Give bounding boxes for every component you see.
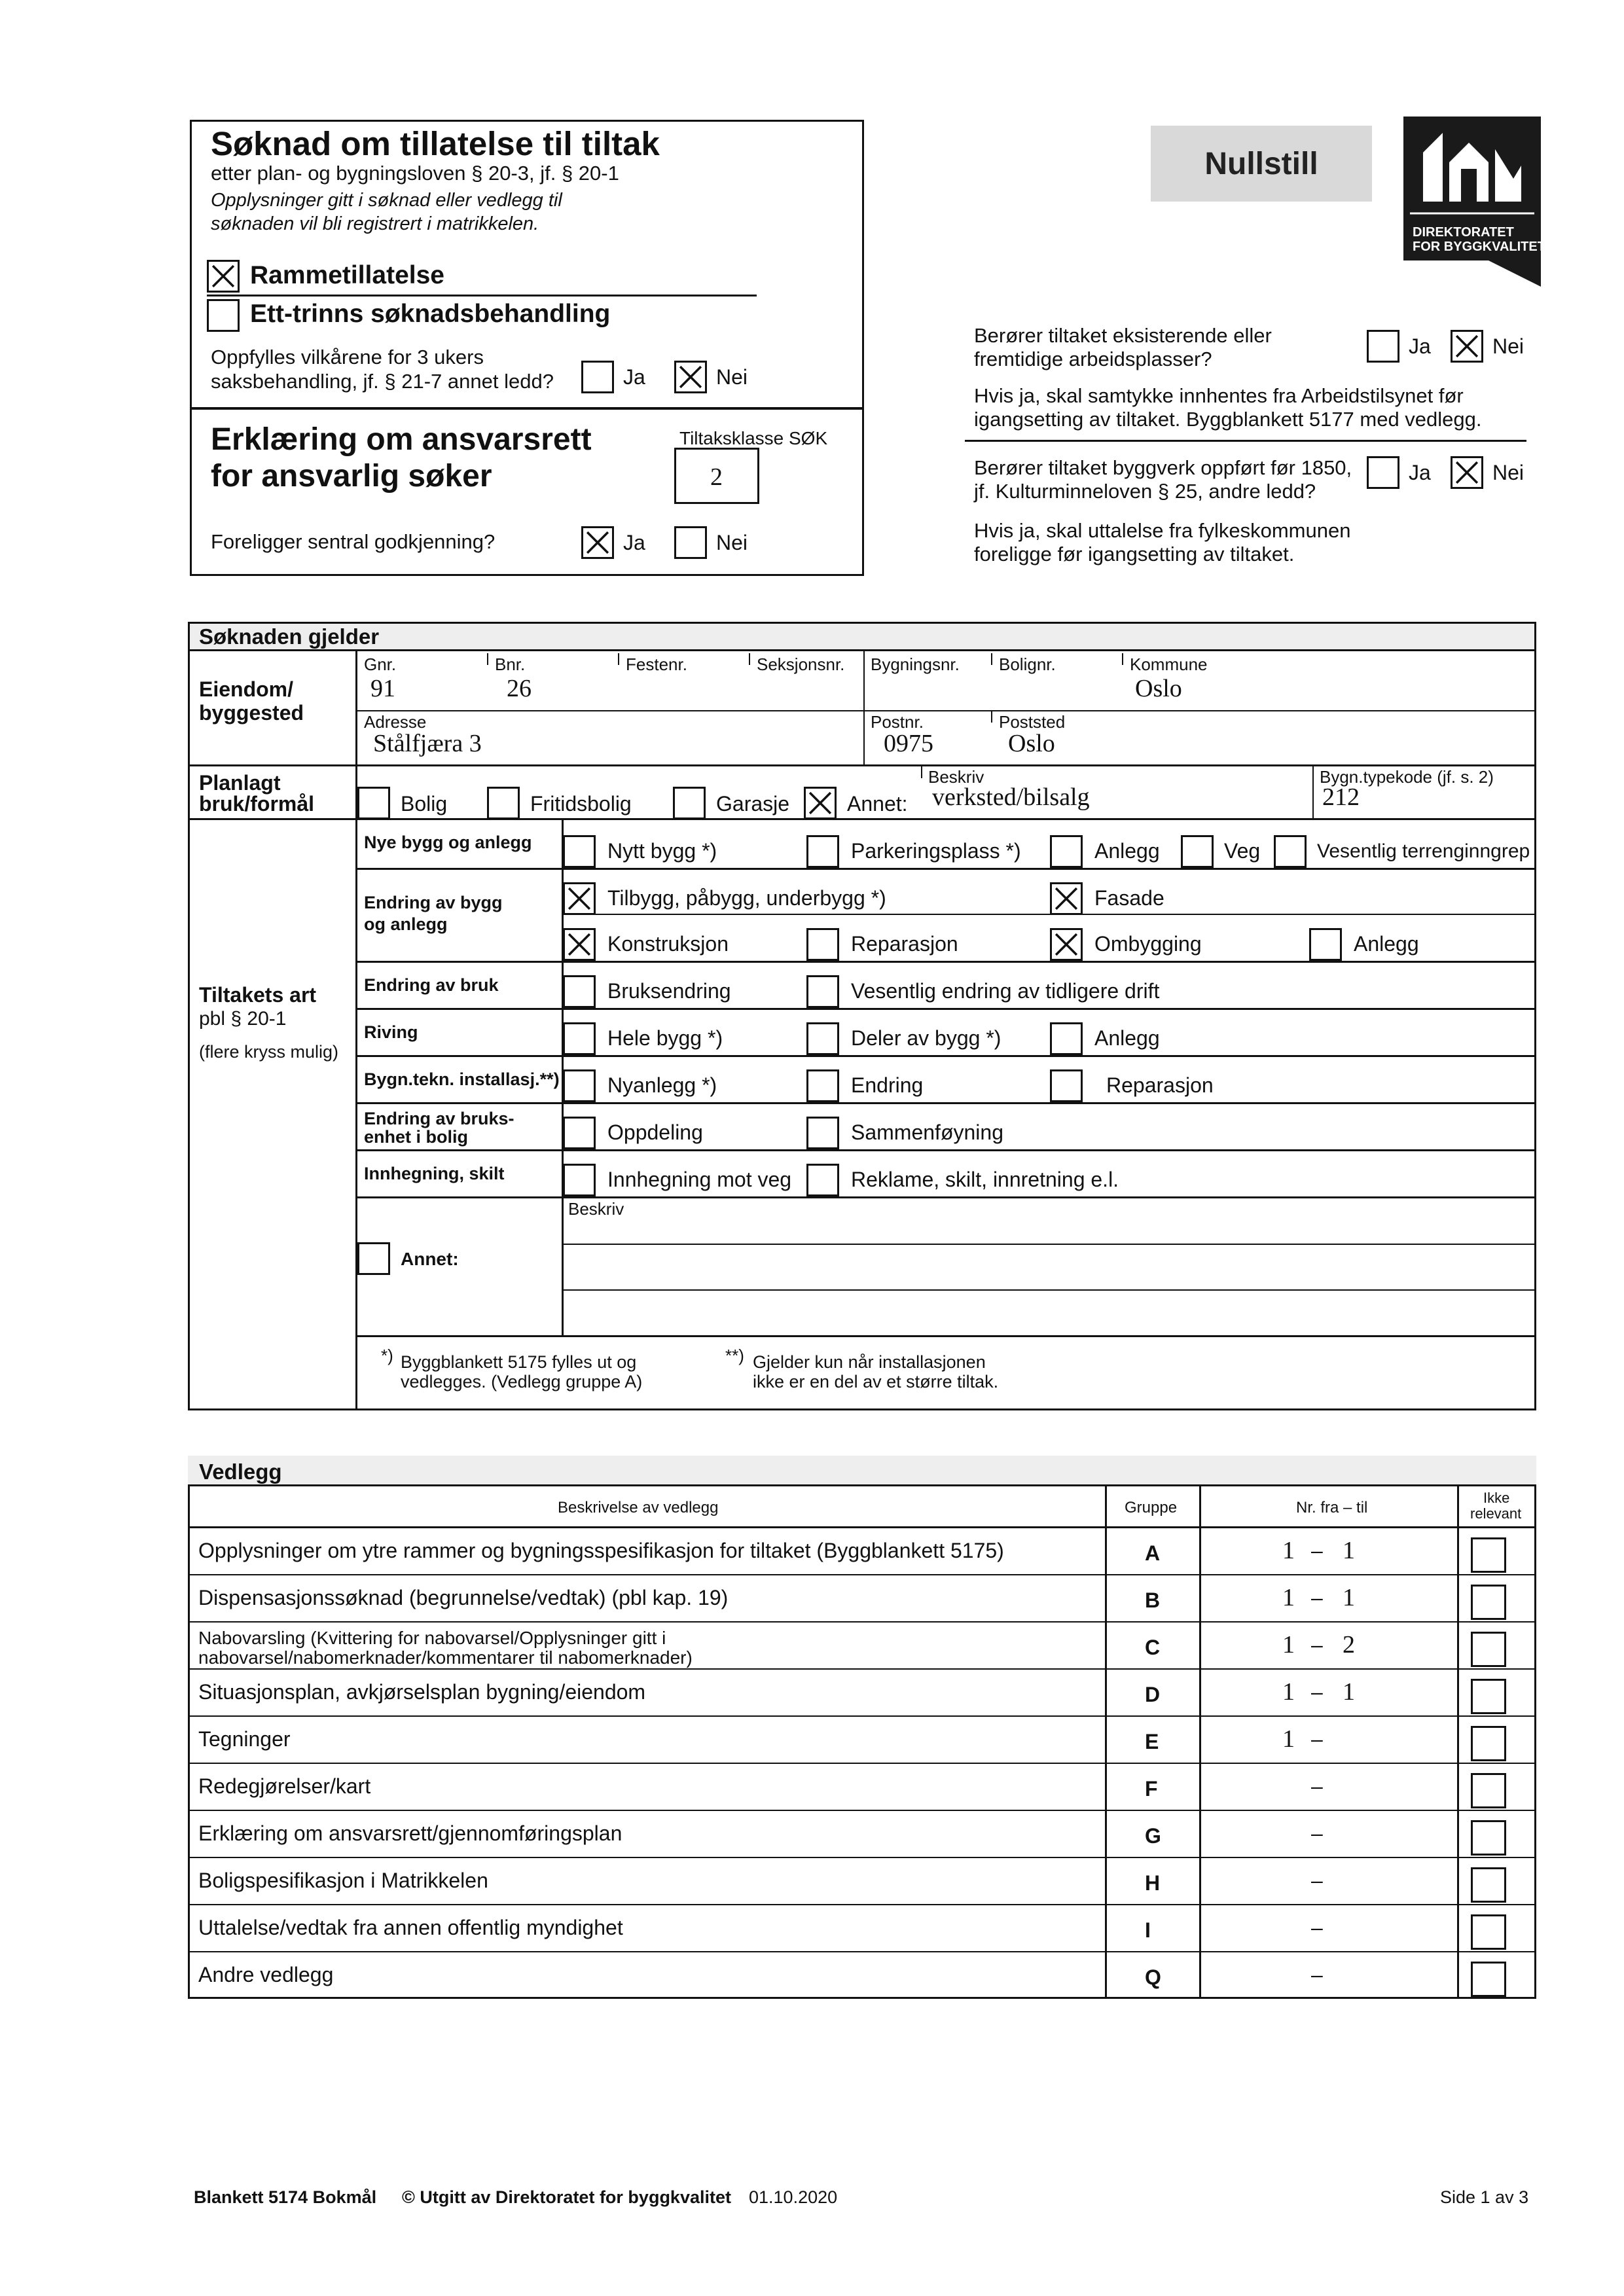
check-x-icon xyxy=(565,930,594,959)
vedlegg-gruppe: Q xyxy=(1145,1965,1161,1989)
vedlegg-nr-dash: – xyxy=(1311,1586,1323,1609)
bnr-label: Bnr. xyxy=(495,655,526,674)
tilbygg-label: Tilbygg, påbygg, underbygg *) xyxy=(607,886,886,910)
konstruksjon-label: Konstruksjon xyxy=(607,932,729,956)
arbeidsplasser-ja-label: Ja xyxy=(1409,334,1431,358)
erklaring-title-line2: for ansvarlig søker xyxy=(211,459,492,493)
endring-tekn-checkbox[interactable] xyxy=(806,1069,839,1102)
kulturminne-ja-label: Ja xyxy=(1409,461,1431,484)
anlegg-nye-label: Anlegg xyxy=(1094,839,1160,863)
erklaring-title-line1: Erklæring om ansvarsrett xyxy=(211,422,592,457)
footer-date: 01.10.2020 xyxy=(749,2187,838,2207)
check-x-icon xyxy=(806,789,835,817)
vedlegg-description: Redegjørelser/kart xyxy=(198,1774,371,1798)
sammenfoyning-checkbox[interactable] xyxy=(806,1117,839,1149)
anlegg-riving-label: Anlegg xyxy=(1094,1026,1160,1050)
annet-bruk-label: Annet: xyxy=(847,792,908,816)
vedlegg-nr-fra[interactable]: 1 xyxy=(1282,1631,1295,1659)
vesentlig-terreng-checkbox[interactable] xyxy=(1274,835,1307,868)
vedlegg-gruppe: C xyxy=(1145,1636,1161,1659)
vilkar-ja-label: Ja xyxy=(623,365,645,389)
rammetillatelse-label: Rammetillatelse xyxy=(250,261,444,289)
kulturminne-nei-checkbox[interactable] xyxy=(1451,456,1483,489)
logo-text-line2: FOR BYGGKVALITET xyxy=(1413,240,1545,254)
check-x-icon xyxy=(1453,332,1481,361)
vedlegg-header-band xyxy=(188,1456,1536,1486)
sentral-nei-label: Nei xyxy=(716,531,748,554)
bruksendring-checkbox[interactable] xyxy=(563,975,596,1008)
vedlegg-gruppe: A xyxy=(1145,1541,1161,1565)
arbeidstilsynet-info-line2: igangsetting av tiltaket. Byggblankett 5177 med vedlegg. xyxy=(974,408,1482,431)
vedlegg-section-title: Vedlegg xyxy=(199,1460,282,1484)
planlagt-label-line1: Planlagt xyxy=(199,771,281,795)
arbeidsplasser-nei-checkbox[interactable] xyxy=(1451,330,1483,363)
vedlegg-description: Tegninger xyxy=(198,1727,291,1751)
kulturminne-nei-label: Nei xyxy=(1492,461,1525,484)
vilkar-ja-checkbox[interactable] xyxy=(581,361,614,393)
vedlegg-nr-dash: – xyxy=(1311,1869,1323,1892)
col-ikke-line1: Ikke xyxy=(1483,1490,1510,1506)
vedlegg-description: Erklæring om ansvarsrett/gjennomføringsplan xyxy=(198,1821,623,1845)
vedlegg-row xyxy=(188,1528,1536,1575)
col-beskrivelse: Beskrivelse av vedlegg xyxy=(558,1499,719,1516)
fylkeskommune-info-line2: foreligge før igangsetting av tiltaket. xyxy=(974,543,1295,565)
postnr-label: Postnr. xyxy=(871,712,924,732)
vedlegg-description: Andre vedlegg xyxy=(198,1963,334,1986)
footnote1-star: *) xyxy=(381,1346,393,1365)
vedlegg-gruppe: B xyxy=(1145,1588,1161,1612)
arbeidsplasser-nei-label: Nei xyxy=(1492,334,1525,358)
vedlegg-row xyxy=(188,1717,1536,1764)
deler-av-bygg-label: Deler av bygg *) xyxy=(851,1026,1001,1050)
row-endring-bygg-line2: og anlegg xyxy=(364,914,448,934)
vedlegg-description: Nabovarsling (Kvittering for nabovarsel/Opplysninger gitt i xyxy=(198,1628,666,1648)
vedlegg-description: Uttalelse/vedtak fra annen offentlig myndighet xyxy=(198,1916,623,1939)
soknaden-section-title: Søknaden gjelder xyxy=(199,624,380,649)
poststed-value[interactable]: Oslo xyxy=(1008,730,1055,757)
ikke-relevant-checkbox[interactable] xyxy=(1471,1867,1506,1903)
postnr-value[interactable]: 0975 xyxy=(884,730,933,757)
vedlegg-row xyxy=(188,1764,1536,1811)
arbeidstilsynet-info-line1: Hvis ja, skal samtykke innhentes fra Arbeidstilsynet før xyxy=(974,384,1464,407)
annet-bruk-checkbox[interactable] xyxy=(804,787,837,819)
bolignr-label: Bolignr. xyxy=(999,655,1056,674)
row-endring-bygg-line1: Endring av bygg xyxy=(364,893,503,912)
reparasjon-endring-label: Reparasjon xyxy=(851,932,958,956)
typekode-value[interactable]: 212 xyxy=(1322,783,1360,811)
vedlegg-gruppe: F xyxy=(1145,1777,1158,1801)
row-bruksenhet-line1: Endring av bruks- xyxy=(364,1109,514,1128)
arbeidsplasser-ja-checkbox[interactable] xyxy=(1367,330,1399,363)
parkeringsplass-checkbox[interactable] xyxy=(806,835,839,868)
arbeidsplasser-question-line2: fremtidige arbeidsplasser? xyxy=(974,348,1212,370)
vedlegg-row xyxy=(188,1670,1536,1717)
vesentlig-endring-checkbox[interactable] xyxy=(806,975,839,1008)
arbeidsplasser-question-line1: Berører tiltaket eksisterende eller xyxy=(974,324,1272,347)
garasje-label: Garasje xyxy=(716,792,790,816)
vedlegg-description: Situasjonsplan, avkjørselsplan bygning/eiendom xyxy=(198,1680,646,1704)
col-ikke-line2: relevant xyxy=(1470,1505,1522,1522)
garasje-checkbox[interactable] xyxy=(673,787,706,819)
vedlegg-nr-dash: – xyxy=(1311,1680,1323,1704)
typekode-label: Bygn.typekode (jf. s. 2) xyxy=(1320,767,1494,787)
bolig-checkbox[interactable] xyxy=(357,787,390,819)
row-riving: Riving xyxy=(364,1022,418,1042)
tiltaksklasse-value: 2 xyxy=(710,463,723,491)
sentral-ja-label: Ja xyxy=(623,531,645,554)
form-subtitle: etter plan- og bygningsloven § 20-3, jf. § 20-1 xyxy=(211,162,619,185)
vedlegg-row xyxy=(188,1858,1536,1905)
vedlegg-nr-til[interactable]: 1 xyxy=(1343,1537,1355,1564)
veg-checkbox[interactable] xyxy=(1181,835,1214,868)
dibk-logo xyxy=(1403,117,1545,260)
oppdeling-checkbox[interactable] xyxy=(563,1117,596,1149)
vedlegg-nr-til[interactable]: 1 xyxy=(1343,1678,1355,1706)
divider xyxy=(207,295,757,296)
anlegg-endring-label: Anlegg xyxy=(1354,932,1419,956)
kulturminne-question-line1: Berører tiltaket byggverk oppført før 1850, xyxy=(974,456,1352,479)
innhegning-mot-veg-label: Innhegning mot veg xyxy=(607,1168,792,1191)
vedlegg-nr-dash: – xyxy=(1311,1821,1323,1845)
fylkeskommune-info-line1: Hvis ja, skal uttalelse fra fylkeskommunen xyxy=(974,519,1351,542)
endring-tekn-label: Endring xyxy=(851,1073,924,1097)
bnr-value[interactable]: 26 xyxy=(507,675,532,702)
reparasjon-tekn-label: Reparasjon xyxy=(1106,1073,1214,1097)
anlegg-riving-checkbox[interactable] xyxy=(1050,1022,1083,1055)
footnote2-star: **) xyxy=(725,1346,744,1365)
vedlegg-nr-dash: – xyxy=(1311,1774,1323,1798)
sammenfoyning-label: Sammenføyning xyxy=(851,1121,1003,1144)
etttrinns-checkbox[interactable] xyxy=(207,299,240,332)
nyanlegg-checkbox[interactable] xyxy=(563,1069,596,1102)
vedlegg-nr-fra[interactable]: 1 xyxy=(1282,1725,1295,1753)
sentral-question: Foreligger sentral godkjenning? xyxy=(211,530,496,553)
vedlegg-row xyxy=(188,1905,1536,1952)
vilkar-nei-checkbox[interactable] xyxy=(674,361,707,393)
nullstill-button[interactable] xyxy=(1151,126,1372,202)
innhegning-mot-veg-checkbox[interactable] xyxy=(563,1164,596,1196)
tiltak-beskriv-label: Beskriv xyxy=(568,1199,624,1219)
footer-form-id: Blankett 5174 Bokmål xyxy=(194,2187,377,2207)
vedlegg-nr-til[interactable]: 1 xyxy=(1343,1584,1355,1611)
hele-bygg-checkbox[interactable] xyxy=(563,1022,596,1055)
registration-note-line1: Opplysninger gitt i søknad eller vedlegg til xyxy=(211,190,562,211)
nytt-bygg-checkbox[interactable] xyxy=(563,835,596,868)
bruksendring-label: Bruksendring xyxy=(607,979,731,1003)
vedlegg-nr-dash: – xyxy=(1311,1916,1323,1939)
ikke-relevant-checkbox[interactable] xyxy=(1471,1962,1506,1997)
nyanlegg-label: Nyanlegg *) xyxy=(607,1073,717,1097)
row-endring-bruk: Endring av bruk xyxy=(364,975,499,995)
tiltaksklasse-field[interactable] xyxy=(674,448,759,504)
ikke-relevant-checkbox[interactable] xyxy=(1471,1632,1506,1667)
check-x-icon xyxy=(565,884,594,913)
ikke-relevant-checkbox[interactable] xyxy=(1471,1679,1506,1714)
row-bruksenhet-line2: enhet i bolig xyxy=(364,1127,468,1147)
divider xyxy=(190,407,864,410)
annet-tiltak-checkbox[interactable] xyxy=(357,1242,390,1275)
vedlegg-gruppe: H xyxy=(1145,1871,1161,1895)
ikke-relevant-checkbox[interactable] xyxy=(1471,1820,1506,1856)
nullstill-label: Nullstill xyxy=(1204,146,1318,181)
adresse-value[interactable]: Stålfjæra 3 xyxy=(373,730,482,757)
bolig-label: Bolig xyxy=(401,792,448,816)
tilbygg-checkbox[interactable] xyxy=(563,882,596,915)
vedlegg-nr-fra[interactable]: 1 xyxy=(1282,1584,1295,1611)
reparasjon-endring-checkbox[interactable] xyxy=(806,928,839,961)
vedlegg-nr-dash: – xyxy=(1311,1727,1323,1751)
vedlegg-row xyxy=(188,1811,1536,1858)
ikke-relevant-checkbox[interactable] xyxy=(1471,1773,1506,1808)
seksjonsnr-label: Seksjonsnr. xyxy=(757,655,845,674)
row-annet: Annet: xyxy=(401,1249,459,1269)
ikke-relevant-checkbox[interactable] xyxy=(1471,1585,1506,1620)
kommune-value[interactable]: Oslo xyxy=(1135,675,1182,702)
vilkar-question-line1: Oppfylles vilkårene for 3 ukers xyxy=(211,346,484,368)
divider xyxy=(965,440,1526,442)
parkeringsplass-label: Parkeringsplass *) xyxy=(851,839,1021,863)
deler-av-bygg-checkbox[interactable] xyxy=(806,1022,839,1055)
vedlegg-row xyxy=(188,1575,1536,1623)
vedlegg-gruppe: E xyxy=(1145,1730,1159,1753)
tiltakets-art-note: (flere kryss mulig) xyxy=(199,1042,339,1062)
row-nye-bygg: Nye bygg og anlegg xyxy=(364,833,532,852)
footer-page: Side 1 av 3 xyxy=(1440,2187,1529,2207)
ikke-relevant-checkbox[interactable] xyxy=(1471,1914,1506,1950)
check-x-icon xyxy=(209,262,238,291)
footnote1-line1: Byggblankett 5175 fylles ut og xyxy=(401,1352,637,1372)
logo-text-line1: DIREKTORATET xyxy=(1413,225,1514,240)
vedlegg-description: Dispensasjonssøknad (begrunnelse/vedtak) (pbl kap. 19) xyxy=(198,1586,729,1609)
ikke-relevant-checkbox[interactable] xyxy=(1471,1726,1506,1761)
check-x-icon xyxy=(676,363,705,391)
gnr-value[interactable]: 91 xyxy=(370,675,395,702)
tiltaksklasse-label: Tiltaksklasse SØK xyxy=(679,428,828,448)
vilkar-question-line2: saksbehandling, jf. § 21-7 annet ledd? xyxy=(211,370,554,393)
vedlegg-nr-fra[interactable]: 1 xyxy=(1282,1678,1295,1706)
etttrinns-label: Ett-trinns søknadsbehandling xyxy=(250,300,611,328)
tiltakets-art-label: Tiltakets art xyxy=(199,983,317,1007)
poststed-label: Poststed xyxy=(999,712,1066,732)
vedlegg-nr-dash: – xyxy=(1311,1539,1323,1562)
fasade-checkbox[interactable] xyxy=(1050,882,1083,915)
row-innhegning: Innhegning, skilt xyxy=(364,1164,505,1183)
vedlegg-row xyxy=(188,1952,1536,2000)
vedlegg-gruppe: D xyxy=(1145,1683,1161,1706)
oppdeling-label: Oppdeling xyxy=(607,1121,703,1144)
registration-note-line2: søknaden vil bli registrert i matrikkelen. xyxy=(211,213,539,234)
anlegg-endring-checkbox[interactable] xyxy=(1309,928,1342,961)
kulturminne-question-line2: jf. Kulturminneloven § 25, andre ledd? xyxy=(974,480,1316,503)
konstruksjon-checkbox[interactable] xyxy=(563,928,596,961)
festenr-label: Festenr. xyxy=(626,655,687,674)
adresse-label: Adresse xyxy=(364,712,427,732)
reklame-checkbox[interactable] xyxy=(806,1164,839,1196)
reklame-label: Reklame, skilt, innretning e.l. xyxy=(851,1168,1119,1191)
vedlegg-nr-dash: – xyxy=(1311,1963,1323,1986)
form-title: Søknad om tillatelse til tiltak xyxy=(211,125,660,162)
reparasjon-tekn-checkbox[interactable] xyxy=(1050,1069,1083,1102)
kulturminne-ja-checkbox[interactable] xyxy=(1367,456,1399,489)
footnote1-line2: vedlegges. (Vedlegg gruppe A) xyxy=(401,1372,643,1391)
check-x-icon xyxy=(1052,930,1081,959)
bygningsnr-label: Bygningsnr. xyxy=(871,655,960,674)
check-x-icon xyxy=(1052,884,1081,913)
vesentlig-terreng-label: Vesentlig terrenginngrep xyxy=(1317,840,1530,862)
hele-bygg-label: Hele bygg *) xyxy=(607,1026,723,1050)
sentral-nei-checkbox[interactable] xyxy=(674,526,707,559)
vedlegg-description: Opplysninger om ytre rammer og bygningsspesifikasjon for tiltaket (Byggblankett 5175) xyxy=(198,1539,1004,1562)
row-bygn-tekn: Bygn.tekn. installasj.**) xyxy=(364,1069,560,1089)
check-x-icon xyxy=(1453,458,1481,487)
vesentlig-endring-label: Vesentlig endring av tidligere drift xyxy=(851,979,1160,1003)
col-nr: Nr. fra – til xyxy=(1296,1499,1368,1516)
footer-publisher: © Utgitt av Direktoratet for byggkvalitet xyxy=(402,2187,731,2207)
vedlegg-nr-til[interactable]: 2 xyxy=(1343,1631,1355,1659)
vedlegg-gruppe: G xyxy=(1145,1824,1161,1848)
ombygging-checkbox[interactable] xyxy=(1050,928,1083,961)
vedlegg-description: Boligspesifikasjon i Matrikkelen xyxy=(198,1869,488,1892)
vilkar-nei-label: Nei xyxy=(716,365,748,389)
footnote2-line2: ikke er en del av et større tiltak. xyxy=(753,1372,999,1391)
ikke-relevant-checkbox[interactable] xyxy=(1471,1537,1506,1573)
vedlegg-nr-dash: – xyxy=(1311,1633,1323,1657)
anlegg-nye-checkbox[interactable] xyxy=(1050,835,1083,868)
check-x-icon xyxy=(583,528,612,557)
rammetillatelse-checkbox[interactable] xyxy=(207,260,240,293)
vedlegg-description-line2: nabovarsel/nabomerknader/kommentarer til nabomerknader) xyxy=(198,1647,693,1668)
footnote2-line1: Gjelder kun når installasjonen xyxy=(753,1352,986,1372)
ombygging-label: Ombygging xyxy=(1094,932,1202,956)
veg-label: Veg xyxy=(1224,839,1261,863)
sentral-ja-checkbox[interactable] xyxy=(581,526,614,559)
fasade-label: Fasade xyxy=(1094,886,1164,910)
gnr-label: Gnr. xyxy=(364,655,397,674)
vedlegg-gruppe: I xyxy=(1145,1918,1151,1942)
beskriv-value[interactable]: verksted/bilsalg xyxy=(932,783,1090,811)
eiendom-label-line2: byggested xyxy=(199,701,304,725)
beskriv-label: Beskriv xyxy=(928,767,984,787)
vedlegg-nr-fra[interactable]: 1 xyxy=(1282,1537,1295,1564)
nytt-bygg-label: Nytt bygg *) xyxy=(607,839,717,863)
eiendom-label-line1: Eiendom/ xyxy=(199,677,294,701)
fritidsbolig-label: Fritidsbolig xyxy=(530,792,632,816)
vedlegg-row xyxy=(188,1623,1536,1670)
col-gruppe: Gruppe xyxy=(1125,1499,1178,1516)
planlagt-label-line2: bruk/formål xyxy=(199,792,315,816)
kommune-label: Kommune xyxy=(1130,655,1208,674)
tiltakets-art-pbl: pbl § 20-1 xyxy=(199,1008,287,1030)
fritidsbolig-checkbox[interactable] xyxy=(487,787,520,819)
